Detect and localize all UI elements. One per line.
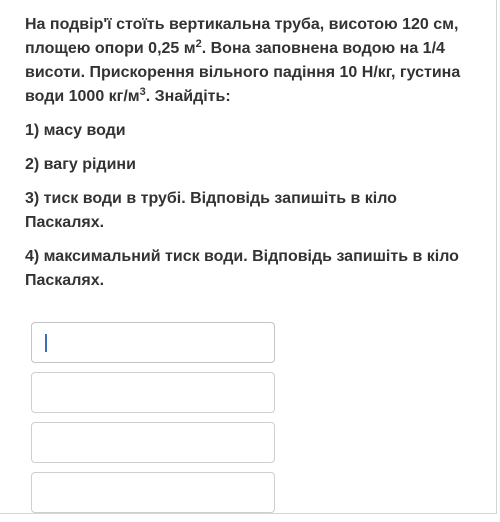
answer-field-wrap-3 <box>31 422 275 463</box>
answer-field-wrap-2 <box>31 372 275 413</box>
question-item-3: 3) тиск води в трубі. Відповідь запишіть в кіло Паскалях. <box>25 190 397 231</box>
answer-field-wrap-1 <box>31 322 275 363</box>
question-intro <box>25 13 465 109</box>
answer-input-2[interactable] <box>31 372 275 413</box>
answer-input-4[interactable] <box>31 472 275 513</box>
answer-input-1[interactable] <box>31 322 275 363</box>
question-text <box>25 13 465 303</box>
question-intro-part-2: . Вона заповнена водою на 1/4 висоти. Прискорення вільного падіння 10 Н/кг, густина води 1000 кг/м <box>25 40 461 105</box>
question-intro-part-3: . Знайдіть: <box>145 88 231 105</box>
question-item-1: 1) масу води <box>25 122 126 139</box>
question-item-2: 2) вагу рідини <box>25 156 136 173</box>
density-unit-exponent: 3 <box>139 86 146 98</box>
answer-input-3[interactable] <box>31 422 275 463</box>
question-intro-part-1: На подвір'ї стоїть вертикальна труба, висотою 120 см, площею опори 0,25 м <box>25 16 459 57</box>
answer-fields <box>31 322 275 522</box>
text-cursor <box>45 334 47 352</box>
answer-field-wrap-4 <box>31 472 275 513</box>
area-unit-exponent: 2 <box>195 38 202 50</box>
question-item-4: 4) максимальний тиск води. Відповідь запишіть в кіло Паскалях. <box>25 248 459 289</box>
